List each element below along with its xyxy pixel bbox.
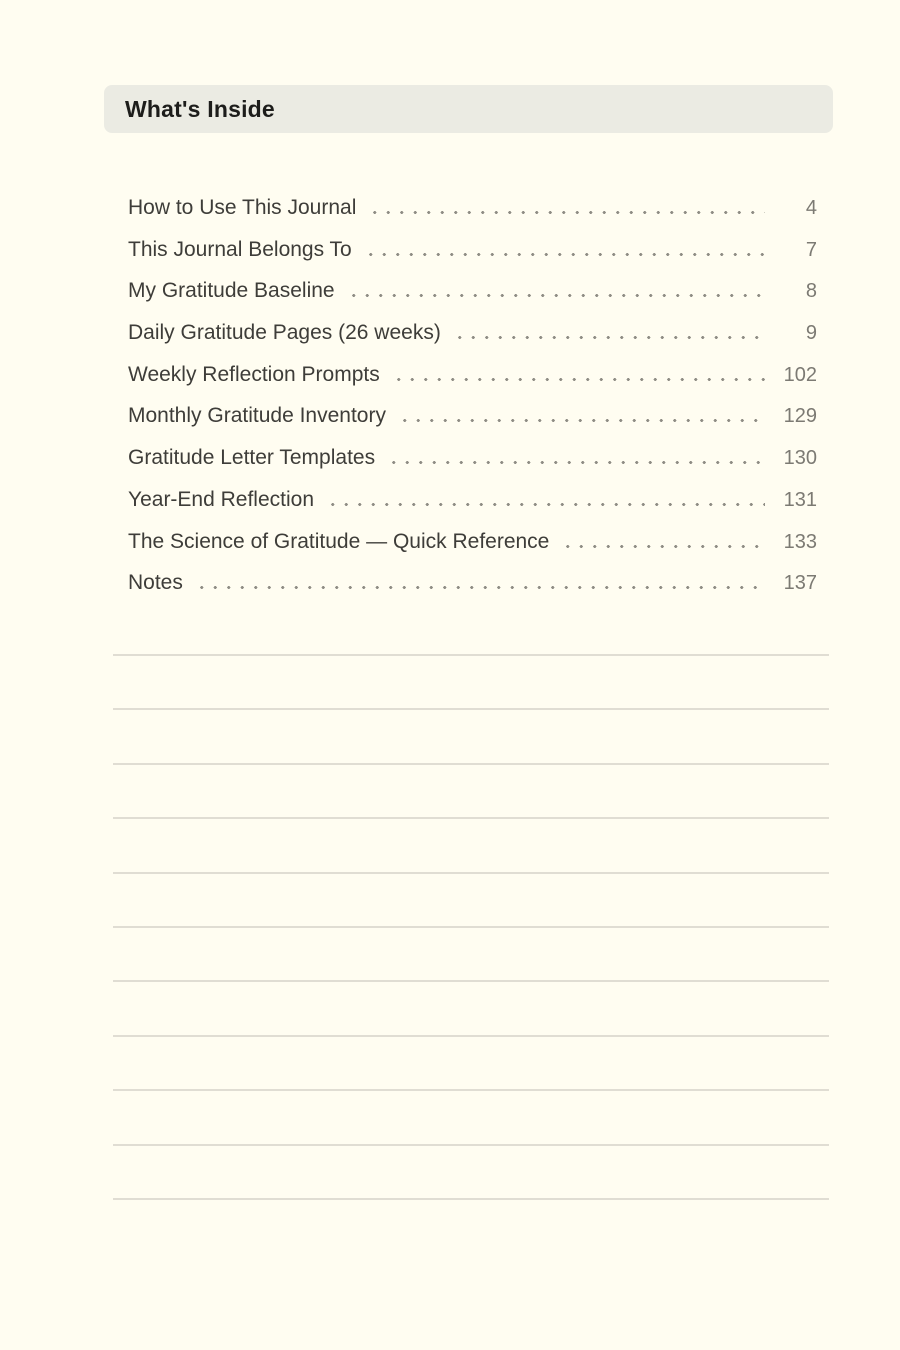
toc-row: [128, 437, 817, 479]
toc-row: [128, 270, 817, 312]
dot-leader: [398, 419, 765, 422]
note-line: [113, 763, 829, 765]
toc-entry-title: Weekly Reflection Prompts: [128, 362, 380, 386]
dot-leader: [368, 211, 765, 214]
note-line: [113, 980, 829, 982]
dot-leader: [195, 586, 765, 589]
note-line: [113, 817, 829, 819]
toc-entry-page: 4: [805, 197, 817, 219]
toc-list: [128, 187, 817, 604]
notes-lines: [113, 654, 829, 1200]
toc-entry-page: 102: [783, 363, 817, 386]
dot-leader: [392, 378, 765, 381]
note-line: [113, 926, 829, 928]
toc-entry-title: My Gratitude Baseline: [128, 279, 335, 303]
toc-entry-title: The Science of Gratitude — Quick Reference: [128, 529, 550, 553]
toc-row: [128, 229, 817, 271]
toc-entry-page: 9: [805, 322, 817, 345]
dot-leader: [561, 545, 765, 548]
toc-row: [128, 479, 817, 521]
note-line: [113, 1035, 829, 1037]
toc-row: [128, 395, 817, 437]
toc-entry-title: Year-End Reflection: [128, 487, 315, 511]
toc-row: [128, 312, 817, 354]
note-line: [113, 654, 829, 656]
page-title: What's Inside: [125, 95, 275, 122]
toc-row: [128, 562, 817, 604]
toc-entry-title: How to Use This Journal: [128, 196, 357, 219]
toc-row: [128, 187, 817, 229]
note-line: [113, 1089, 829, 1091]
dot-leader: [364, 253, 765, 256]
note-line: [113, 872, 829, 874]
toc-entry-page: 137: [783, 572, 817, 595]
toc-entry-page: 129: [783, 405, 817, 428]
toc-row: [128, 354, 817, 396]
toc-entry-page: 130: [783, 447, 817, 470]
toc-entry-page: 133: [783, 530, 817, 553]
dot-leader: [347, 294, 765, 297]
toc-entry-page: 131: [783, 488, 817, 511]
toc-entry-page: 7: [805, 238, 817, 261]
toc-entry-title: Gratitude Letter Templates: [128, 446, 376, 470]
toc-entry-title: Daily Gratitude Pages (26 weeks): [128, 321, 441, 345]
note-line: [113, 1198, 829, 1200]
note-line: [113, 1144, 829, 1146]
toc-entry-page: 8: [805, 280, 817, 303]
dot-leader: [453, 336, 765, 339]
note-line: [113, 708, 829, 710]
dot-leader: [387, 461, 765, 464]
toc-entry-title: Monthly Gratitude Inventory: [128, 404, 386, 428]
toc-header-bar: [104, 85, 833, 133]
toc-entry-title: This Journal Belongs To: [128, 237, 352, 261]
dot-leader: [326, 503, 765, 506]
toc-row: [128, 521, 817, 563]
toc-entry-title: Notes: [128, 571, 183, 595]
